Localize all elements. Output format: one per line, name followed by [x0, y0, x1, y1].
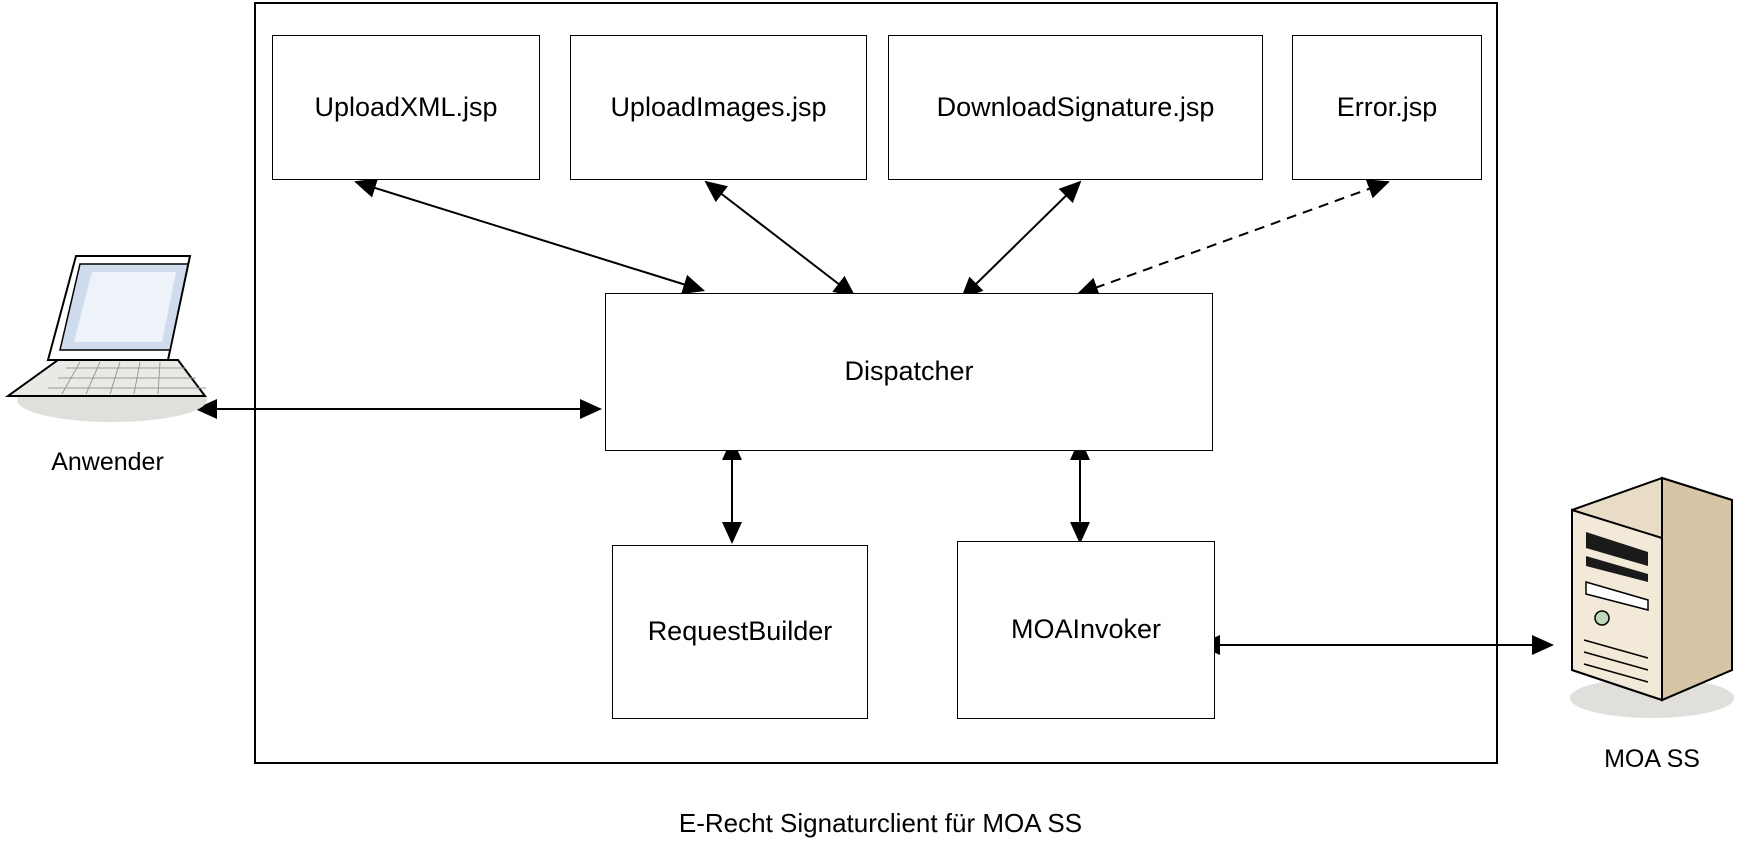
node-requestbuilder-label: RequestBuilder [647, 616, 833, 647]
edge-dispatcher-uploadxml [356, 182, 686, 285]
moass-label: MOA SS [1604, 745, 1700, 773]
node-error-label: Error.jsp [1336, 91, 1438, 122]
node-dispatcher-label: Dispatcher [844, 356, 974, 387]
moass-actor[interactable] [1552, 470, 1752, 730]
laptop-icon [0, 250, 215, 430]
edge-dispatcher-error [1095, 182, 1388, 288]
node-requestbuilder[interactable] [612, 545, 868, 719]
node-downloadsignature-label: DownloadSignature.jsp [936, 91, 1215, 122]
node-uploadimages[interactable] [570, 35, 867, 180]
edge-dispatcher-uploadimages [706, 182, 840, 285]
node-moainvoker[interactable] [957, 541, 1215, 719]
anwender-actor[interactable] [0, 250, 215, 430]
node-uploadxml-label: UploadXML.jsp [314, 91, 498, 122]
anwender-label: Anwender [51, 448, 164, 476]
node-dispatcher[interactable] [605, 293, 1213, 451]
node-error[interactable] [1292, 35, 1482, 180]
diagram-caption: E-Recht Signaturclient für MOA SS [678, 808, 1083, 838]
node-moainvoker-label: MOAInvoker [1010, 614, 1162, 645]
node-downloadsignature[interactable] [888, 35, 1263, 180]
server-icon [1552, 470, 1752, 730]
node-uploadimages-label: UploadImages.jsp [610, 91, 827, 122]
edge-dispatcher-downloadsignature [975, 182, 1080, 285]
node-uploadxml[interactable] [272, 35, 540, 180]
